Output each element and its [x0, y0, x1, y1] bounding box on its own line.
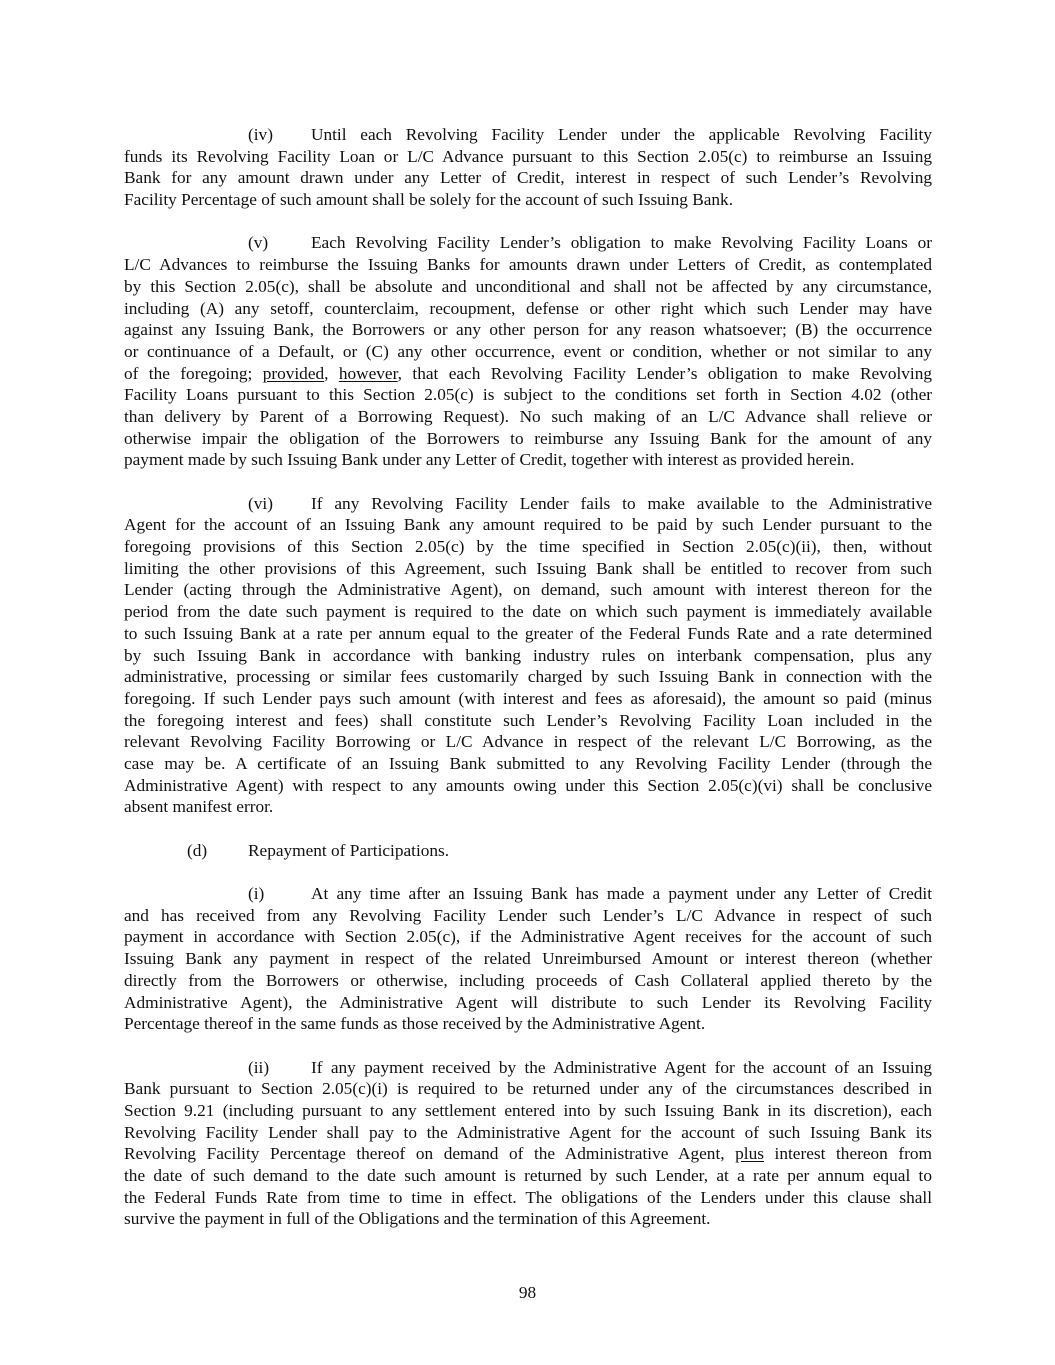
underlined-term: provided — [262, 363, 325, 383]
paragraph-line: payment in accordance with Section 2.05(c), if the Administrative Agent receives for the account of such — [124, 927, 932, 947]
paragraph-line: case may be. A certificate of an Issuing Bank submitted to any Revolving Facility Lender (through the — [124, 753, 932, 773]
paragraph-line: against any Issuing Bank, the Borrowers or any other person for any reason whatsoever; (B) the occurrence — [124, 320, 932, 340]
paragraph-line: the foregoing interest and fees) shall constitute such Lender’s Revolving Facility Loan included in the — [124, 710, 932, 730]
paragraph-line: foregoing provisions of this Section 2.05(c) by the time specified in Section 2.05(c)(ii), then, without — [124, 537, 932, 557]
paragraph-line — [124, 1057, 932, 1079]
paragraph-line: foregoing. If such Lender pays such amount (with interest and fees as aforesaid), the amount so paid (minus — [124, 688, 932, 708]
clause-paragraph — [124, 1057, 932, 1231]
clause-label: (vi) — [248, 493, 273, 513]
text-run: interest thereon from — [763, 1144, 932, 1164]
clause-paragraph — [124, 232, 932, 471]
clause-label: (iv) — [248, 125, 273, 144]
paragraph-line: Facility Loans pursuant to this Section 2.05(c) is subject to the conditions set forth in Section 4.02 (other — [124, 385, 932, 405]
page-number: 98 — [518, 1283, 537, 1302]
line-text: If any Revolving Facility Lender fails to make available to the Administrative — [311, 493, 932, 513]
paragraph-line: funds its Revolving Facility Loan or L/C Advance pursuant to this Section 2.05(c) to reimburse an Issuing — [124, 146, 932, 166]
paragraph-line: Agent for the account of an Issuing Bank any amount required to be paid by such Lender pursuant to the — [124, 515, 932, 535]
line-text: At any time after an Issuing Bank has made a payment under any Letter of Credit — [311, 884, 932, 904]
underlined-term: however — [338, 363, 398, 383]
clause-label: (d) — [187, 840, 208, 860]
text-run: , that each Revolving Facility Lender’s obligation to make Revolving — [397, 363, 932, 383]
paragraph-line: including (A) any setoff, counterclaim, recoupment, defense or other right which such Lender may have — [124, 298, 932, 318]
line-text: Each Revolving Facility Lender’s obligation to make Revolving Facility Loans or — [311, 233, 932, 253]
text-run: of the foregoing; — [124, 363, 263, 383]
line-text: Repayment of Participations. — [248, 840, 450, 860]
paragraph-line: survive the payment in full of the Obligations and the termination of this Agreement. — [124, 1209, 711, 1229]
text-run: , — [324, 363, 339, 383]
clause-label: (ii) — [248, 1057, 270, 1077]
paragraph-line — [124, 493, 932, 515]
clause-label: (v) — [248, 233, 269, 253]
paragraph-line: relevant Revolving Facility Borrowing or L/C Advance in respect of the relevant L/C Borrowing, as the — [124, 732, 932, 752]
text-run: Revolving Facility Percentage thereof on demand of the Administrative Agent, — [124, 1144, 736, 1164]
clause-label: (i) — [248, 884, 265, 904]
clause-paragraph — [124, 883, 932, 1035]
paragraph-line: Percentage thereof in the same funds as those received by the Administrative Agent. — [124, 1014, 706, 1034]
paragraph-line: L/C Advances to reimburse the Issuing Banks for amounts drawn under Letters of Credit, as contemplated — [124, 255, 932, 275]
paragraph-line: Bank for any amount drawn under any Letter of Credit, interest in respect of such Lender’s Revolving — [124, 168, 932, 188]
document-body — [124, 124, 932, 1252]
paragraph-line — [124, 1143, 932, 1165]
paragraph-line: than delivery by Parent of a Borrowing Request). No such making of an L/C Advance shall relieve or — [124, 406, 932, 426]
paragraph-line: Administrative Agent) with respect to any amounts owing under this Section 2.05(c)(vi) shall be conclusive — [124, 775, 932, 795]
paragraph-line: Administrative Agent), the Administrative Agent will distribute to such Lender its Revolving Facility — [124, 992, 932, 1012]
paragraph-line: the date of such demand to the date such amount is returned by such Lender, at a rate per annum equal to — [124, 1166, 932, 1185]
paragraph-line: to such Issuing Bank at a rate per annum equal to the greater of the Federal Funds Rate and a rate determined — [124, 623, 932, 643]
paragraph-line: period from the date such payment is required to the date on which such payment is immediately available — [124, 602, 932, 622]
paragraph-line — [124, 840, 932, 862]
paragraph-line — [124, 363, 932, 385]
paragraph-line: by such Issuing Bank in accordance with banking industry rules on interbank compensation, plus any — [124, 645, 932, 665]
underlined-term: plus — [735, 1144, 764, 1164]
line-text: If any payment received by the Administrative Agent for the account of an Issuing — [311, 1057, 932, 1077]
paragraph-line — [124, 883, 932, 905]
paragraph-line: by this Section 2.05(c), shall be absolute and unconditional and shall not be affected by any circumstance, — [124, 276, 932, 296]
paragraph-line: Section 9.21 (including pursuant to any settlement entered into by such Issuing Bank in its discretion), each — [124, 1100, 932, 1120]
paragraph-line: limiting the other provisions of this Agreement, such Issuing Bank shall be entitled to recover from such — [124, 558, 932, 578]
paragraph-line: Issuing Bank any payment in respect of the related Unreimbursed Amount or interest thereon (whether — [124, 949, 932, 969]
paragraph-line: payment made by such Issuing Bank under any Letter of Credit, together with interest as provided herein. — [124, 450, 855, 470]
paragraph-line: Lender (acting through the Administrative Agent), on demand, such amount with interest thereon for the — [124, 580, 932, 600]
line-text: Until each Revolving Facility Lender under the applicable Revolving Facility — [311, 125, 932, 144]
clause-paragraph — [124, 493, 932, 818]
paragraph-line: directly from the Borrowers or otherwise, including proceeds of Cash Collateral applied thereto by the — [124, 970, 932, 990]
paragraph-line — [124, 124, 932, 146]
paragraph-line: administrative, processing or similar fees customarily charged by such Issuing Bank in connection with the — [124, 667, 932, 687]
paragraph-line: otherwise impair the obligation of the Borrowers to reimburse any Issuing Bank for the amount of any — [124, 428, 932, 448]
paragraph-line: Revolving Facility Lender shall pay to the Administrative Agent for the account of such Issuing Bank its — [124, 1122, 932, 1142]
paragraph-line: the Federal Funds Rate from time to time in effect. The obligations of the Lenders under this clause shall — [124, 1187, 932, 1207]
clause-paragraph — [124, 124, 932, 211]
paragraph-line: absent manifest error. — [124, 797, 274, 817]
paragraph-line: Facility Percentage of such amount shall be solely for the account of such Issuing Bank. — [124, 190, 734, 210]
section-heading — [124, 840, 932, 862]
paragraph-line: Bank pursuant to Section 2.05(c)(i) is required to be returned under any of the circumstances described in — [124, 1079, 932, 1099]
paragraph-line — [124, 232, 932, 254]
paragraph-line: or continuance of a Default, or (C) any other occurrence, event or condition, whether or not similar to any — [124, 341, 932, 361]
paragraph-line: and has received from any Revolving Facility Lender such Lender’s L/C Advance in respect of such — [124, 905, 932, 925]
